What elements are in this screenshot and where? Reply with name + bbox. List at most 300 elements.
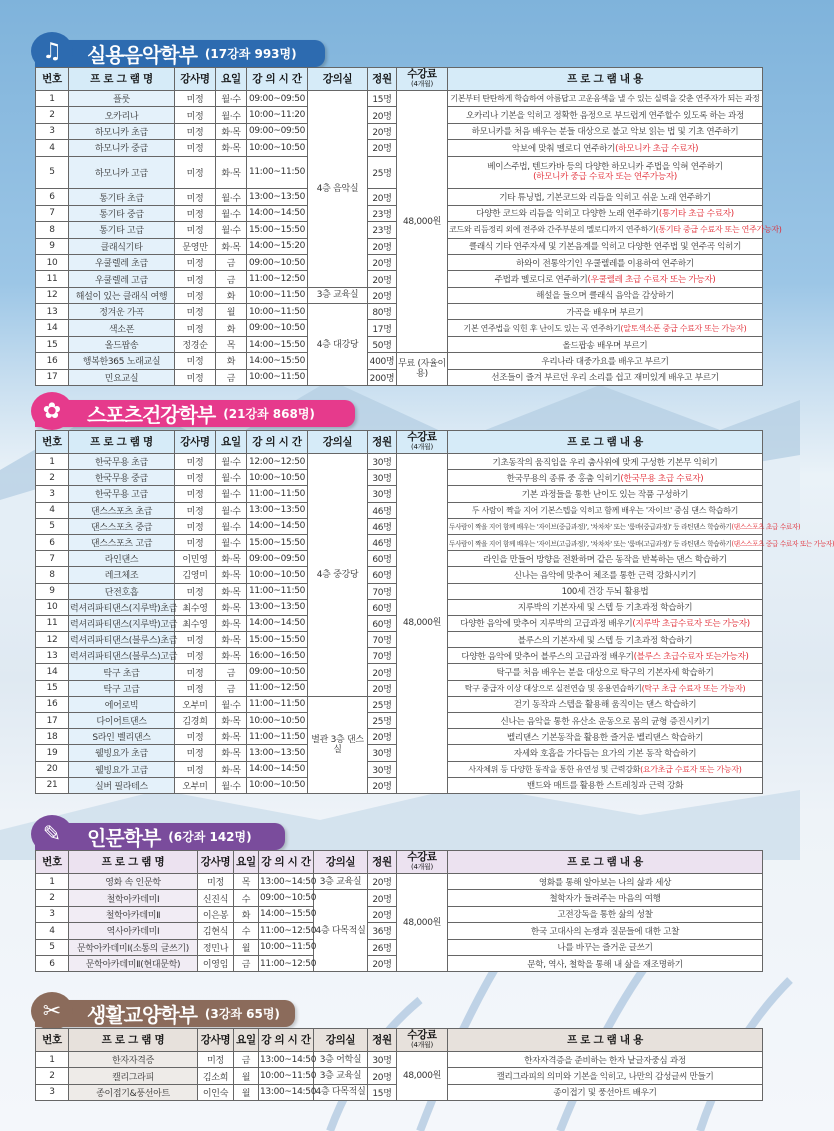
- course-day: 월·수: [216, 107, 247, 123]
- table-header-row: [36, 68, 763, 91]
- instructor: 최수영: [175, 599, 216, 615]
- instructor: 미정: [175, 205, 216, 221]
- instructor: 미정: [198, 1052, 234, 1068]
- books-icon: ✎: [31, 815, 73, 853]
- header-time-label: 강 의 시 간: [252, 436, 302, 448]
- course-description: [448, 353, 763, 369]
- description-text: 라인을 만들어 방향을 전환하며 같은 동작을 반복하는 댄스 학습하기: [483, 554, 727, 565]
- instructor: 미정: [175, 518, 216, 534]
- course-day: 화·목: [216, 648, 247, 664]
- course-name: 역사아카데미Ⅰ: [69, 923, 198, 939]
- course-day: 목: [234, 874, 259, 890]
- course-number: 4: [36, 502, 69, 518]
- header-description-label: 프 로 그 램 내 용: [567, 73, 643, 85]
- course-description: [448, 551, 763, 567]
- header-day: [234, 851, 259, 874]
- description-text: 밴드와 매트를 활용한 스트레칭과 근력 강화: [526, 781, 684, 792]
- course-number: 9: [36, 583, 69, 599]
- course-name: 럭셔리파티댄스(지루박)고급: [69, 615, 175, 631]
- course-time: 15:00~15:50: [247, 222, 308, 238]
- guitar-icon: ♫: [31, 32, 73, 70]
- section-subtitle: (3강좌 65명): [204, 1007, 280, 1021]
- capacity: 70명: [368, 632, 397, 648]
- course-day: 화·목: [216, 615, 247, 631]
- header-time-label: 강 의 시 간: [261, 1034, 311, 1046]
- course-number: 21: [36, 777, 69, 793]
- capacity: 400명: [368, 353, 397, 369]
- course-description: [448, 369, 763, 385]
- course-day: 월·수: [216, 222, 247, 238]
- table-row: [36, 874, 763, 890]
- header-program-name-label: 프 로 그 램 명: [101, 856, 165, 868]
- tuition-fee: 48,000원: [397, 874, 448, 972]
- description-text: 신나는 음악을 통한 유산소 운동으로 몸의 균형 증진시키기: [500, 716, 710, 727]
- description-text: 문학, 역사, 철학을 통해 내 삶을 재조명하기: [527, 959, 683, 970]
- course-day: 월·수: [216, 205, 247, 221]
- course-time: 10:00~11:50: [259, 939, 314, 955]
- course-number: 6: [36, 955, 69, 971]
- instructor: 미정: [175, 287, 216, 303]
- capacity: 20명: [368, 955, 397, 971]
- header-program-name: [69, 1029, 198, 1052]
- course-table-sports: [35, 430, 834, 794]
- course-day: 월: [234, 1084, 259, 1100]
- course-time: 13:00~14:50: [259, 874, 314, 890]
- course-number: 5: [36, 939, 69, 955]
- table-row: [36, 91, 763, 107]
- instructor: 미정: [175, 107, 216, 123]
- header-room: [314, 851, 368, 874]
- course-number: 14: [36, 320, 69, 336]
- instructor: 미정: [175, 222, 216, 238]
- course-description: [448, 304, 763, 320]
- prerequisite-note: (통기타 초급 수료자): [658, 209, 734, 220]
- course-description: [448, 320, 763, 336]
- course-description: [448, 454, 763, 470]
- instructor: 미정: [175, 369, 216, 385]
- course-time: 13:00~13:50: [247, 745, 308, 761]
- instructor: 이민영: [175, 551, 216, 567]
- course-name: 우쿨렐레 초급: [69, 254, 175, 270]
- course-day: 목: [216, 336, 247, 352]
- description-text: 자세와 호흡을 가다듬는 요가의 기본 동작 학습하기: [513, 748, 697, 759]
- instructor: 문영만: [175, 238, 216, 254]
- prerequisite-note: (알토색소폰 중급 수료자 또는 가능자): [620, 323, 747, 333]
- capacity: 46명: [368, 502, 397, 518]
- course-number: 12: [36, 632, 69, 648]
- course-time: 14:00~14:50: [247, 761, 308, 777]
- tuition-fee: 무료 (자율이용): [397, 353, 448, 386]
- course-description: [448, 336, 763, 352]
- course-time: 10:00~10:50: [247, 470, 308, 486]
- description-text: 해설을 들으며 클래식 음악을 감상하기: [536, 291, 674, 302]
- description-text: 지루박의 기본자세 및 스텝 등 기초과정 학습하기: [517, 603, 693, 614]
- instructor: 최수영: [175, 615, 216, 631]
- description-text: 선조들이 즐겨 부르던 우리 소리를 쉽고 재미있게 배우고 부르기: [491, 373, 719, 384]
- section-subtitle: (21강좌 868명): [223, 407, 315, 421]
- description-text: 악보에 맞춰 멜로디 연주하기: [511, 143, 616, 154]
- course-time: 14:00~14:50: [247, 205, 308, 221]
- course-description: [448, 583, 763, 599]
- description-text: 탁구를 처음 배우는 분을 대상으로 탁구의 기본자세 학습하기: [496, 668, 714, 679]
- description-text: 오카리나 기본을 익히고 정확한 음정으로 부드럽게 연주할수 있도록 하는 과정: [466, 111, 744, 122]
- instructor: 미정: [175, 320, 216, 336]
- capacity: 20명: [368, 271, 397, 287]
- classroom: 3층 교육실: [314, 874, 368, 890]
- course-time: 13:00~14:50: [259, 1084, 314, 1100]
- header-room: [308, 68, 368, 91]
- description-text: 다양한 음악에 맞추어 지루박의 고급과정 배우기: [460, 619, 633, 630]
- description-text: 한자자격증을 준비하는 한자 낱글자중심 과정: [524, 1055, 686, 1066]
- description-text: 사자체위 등 다양한 동작을 통한 유연성 및 근력강화: [468, 764, 641, 774]
- course-number: 2: [36, 1068, 69, 1084]
- course-description: [448, 502, 763, 518]
- course-name: 레크체조: [69, 567, 175, 583]
- capacity: 23명: [368, 205, 397, 221]
- course-day: 월: [234, 939, 259, 955]
- capacity: 25명: [368, 713, 397, 729]
- course-number: 13: [36, 648, 69, 664]
- course-table-music: [35, 67, 782, 386]
- course-day: 금: [234, 955, 259, 971]
- classroom: 3층 교육실: [308, 287, 368, 303]
- header-program-name-label: 프 로 그 램 명: [101, 1034, 165, 1046]
- tuition-fee: 48,000원: [397, 1052, 448, 1101]
- course-number: 3: [36, 1084, 69, 1100]
- description-text: 다양한 코드와 리듬을 익히고 다양한 노래 연주하기: [476, 209, 659, 220]
- header-number: [36, 68, 69, 91]
- capacity: 25명: [368, 696, 397, 712]
- description-text: 신나는 음악에 맞추어 체조를 통한 근력 강화시키기: [513, 570, 697, 581]
- capacity: 20명: [368, 874, 397, 890]
- course-day: 화: [234, 906, 259, 922]
- header-day-label: 요일: [221, 73, 241, 85]
- course-number: 2: [36, 107, 69, 123]
- capacity: 60명: [368, 615, 397, 631]
- course-time: 09:00~09:50: [247, 551, 308, 567]
- course-day: 화·목: [216, 761, 247, 777]
- instructor: 김소희: [198, 1068, 234, 1084]
- description-text: 걷기 동작과 스텝을 활용해 움직이는 댄스 학습하기: [513, 700, 697, 711]
- course-name: 문학아카데미Ⅰ(소통의 글쓰기): [69, 939, 198, 955]
- capacity: 20명: [368, 123, 397, 139]
- header-number-label: 번호: [42, 1034, 62, 1046]
- instructor: 미정: [175, 534, 216, 550]
- header-fee-period: (4개월): [411, 443, 433, 451]
- course-number: 1: [36, 1052, 69, 1068]
- description-text: 클래식 기타 연주자세 및 기본음계를 익히고 다양한 연주법 및 연주곡 익히기: [468, 242, 742, 253]
- capacity: 46명: [368, 518, 397, 534]
- course-name: 우쿨렐레 고급: [69, 271, 175, 287]
- course-number: 6: [36, 189, 69, 205]
- course-time: 13:00~13:50: [247, 599, 308, 615]
- header-description: [448, 68, 763, 91]
- course-number: 15: [36, 680, 69, 696]
- header-day: [216, 431, 247, 454]
- course-day: 화·목: [216, 567, 247, 583]
- course-description: [448, 632, 763, 648]
- course-day: 금: [234, 1052, 259, 1068]
- instructor: 미정: [175, 140, 216, 156]
- capacity: 20명: [368, 890, 397, 906]
- course-name: 행복한365 노래교실: [69, 353, 175, 369]
- course-description: [448, 906, 763, 922]
- course-description: [448, 923, 763, 939]
- course-day: 월: [216, 304, 247, 320]
- course-day: 월·수: [216, 518, 247, 534]
- course-number: 8: [36, 222, 69, 238]
- course-description: [448, 939, 763, 955]
- instructor: 정민나: [198, 939, 234, 955]
- instructor: 미정: [175, 304, 216, 320]
- header-fee: [397, 851, 448, 874]
- description-text: 주법과 멜로디로 연주하기: [494, 275, 588, 285]
- instructor: 김영미: [175, 567, 216, 583]
- course-number: 6: [36, 534, 69, 550]
- course-time: 10:00~11:50: [247, 304, 308, 320]
- course-name: 댄스스포츠 초급: [69, 502, 175, 518]
- course-description: [448, 1068, 763, 1084]
- header-room-label: 강의실: [322, 73, 353, 85]
- capacity: 30명: [368, 761, 397, 777]
- capacity: 50명: [368, 336, 397, 352]
- course-description: [448, 140, 763, 156]
- classroom: 3층 어학실: [314, 1052, 368, 1068]
- instructor: 미정: [175, 486, 216, 502]
- course-day: 금: [216, 271, 247, 287]
- course-time: 11:00~12:50: [259, 923, 314, 939]
- course-description: [448, 729, 763, 745]
- course-time: 10:00~10:50: [247, 777, 308, 793]
- header-fee-period: (4개월): [411, 80, 433, 88]
- course-name: 웰빙요가 초급: [69, 745, 175, 761]
- course-name: 실버 필라테스: [69, 777, 175, 793]
- header-fee: [397, 431, 448, 454]
- description-text: 기초동작의 움직임을 우리 춤사위에 맞게 구성한 기본무 익히기: [492, 457, 718, 468]
- capacity: 20명: [368, 906, 397, 922]
- course-name: 하모니카 고급: [69, 156, 175, 189]
- header-fee-period: (4개월): [411, 863, 433, 871]
- description-text: 고전강독을 통한 삶의 성찰: [557, 910, 653, 921]
- course-number: 3: [36, 906, 69, 922]
- course-table-living: [35, 1028, 763, 1101]
- course-day: 금: [216, 369, 247, 385]
- header-program-name: [69, 851, 198, 874]
- course-number: 4: [36, 140, 69, 156]
- course-day: 월·수: [216, 696, 247, 712]
- course-description: [448, 189, 763, 205]
- instructor: 미정: [175, 91, 216, 107]
- prerequisite-note: (우쿨렐레 초급 수료자 또는 가능자): [587, 275, 716, 285]
- header-capacity-label: 정원: [372, 856, 392, 868]
- instructor: 이은봉: [198, 906, 234, 922]
- capacity: 25명: [368, 156, 397, 189]
- course-name: 클래식기타: [69, 238, 175, 254]
- course-description: [448, 664, 763, 680]
- course-day: 화·목: [216, 551, 247, 567]
- capacity: 60명: [368, 567, 397, 583]
- course-time: 11:00~12:50: [247, 271, 308, 287]
- instructor: 미정: [175, 583, 216, 599]
- course-description: [448, 238, 763, 254]
- header-instructor-label: 강사명: [180, 436, 210, 448]
- course-number: 10: [36, 599, 69, 615]
- course-day: 월·수: [216, 454, 247, 470]
- section-title: 인문학부: [87, 826, 161, 850]
- course-number: 15: [36, 336, 69, 352]
- header-number-label: 번호: [42, 436, 62, 448]
- header-description: [448, 1029, 763, 1052]
- course-description: [448, 761, 763, 777]
- header-capacity: [368, 68, 397, 91]
- course-time: 16:00~16:50: [247, 648, 308, 664]
- header-program-name-label: 프 로 그 램 명: [90, 73, 153, 85]
- prerequisite-note: (블루스 초급수료자 또는가능자): [633, 651, 749, 662]
- course-day: 화·목: [216, 140, 247, 156]
- description-text: 가곡을 배우며 부르기: [566, 307, 644, 318]
- description-text: 철학자가 들려주는 마음의 여행: [549, 894, 661, 905]
- course-number: 8: [36, 567, 69, 583]
- yoga-icon: ✿: [31, 392, 73, 430]
- course-day: 화·목: [216, 156, 247, 189]
- description-text: 100세 건강 두뇌 활용법: [561, 587, 649, 598]
- course-time: 10:00~11:50: [247, 287, 308, 303]
- course-name: 통기타 중급: [69, 205, 175, 221]
- prerequisite-note: (통기타 중급 수료자 또는 연주가능자): [655, 225, 782, 235]
- course-name: 한국무용 중급: [69, 470, 175, 486]
- course-day: 수: [234, 890, 259, 906]
- course-name: 색소폰: [69, 320, 175, 336]
- course-number: 5: [36, 518, 69, 534]
- course-number: 2: [36, 470, 69, 486]
- description-text: 다양한 음악에 맞추어 블루스의 고급과정 배우기: [461, 651, 634, 662]
- instructor: 미정: [175, 189, 216, 205]
- classroom: 4층 대강당: [308, 304, 368, 386]
- header-room-label: 강의실: [325, 856, 356, 868]
- course-description: [448, 518, 801, 534]
- course-number: 12: [36, 287, 69, 303]
- course-number: 2: [36, 890, 69, 906]
- classroom: 4층 다목적실: [314, 890, 368, 972]
- course-description: [448, 470, 763, 486]
- capacity: 60명: [368, 551, 397, 567]
- course-day: 월·수: [216, 486, 247, 502]
- course-name: 통기타 고급: [69, 222, 175, 238]
- course-time: 13:00~13:50: [247, 189, 308, 205]
- header-fee-label: 수강료: [407, 851, 437, 863]
- header-capacity-label: 정원: [372, 436, 392, 448]
- instructor: 미정: [175, 454, 216, 470]
- course-number: 1: [36, 454, 69, 470]
- header-capacity-label: 정원: [372, 73, 392, 85]
- course-description: [448, 534, 834, 550]
- instructor: 미정: [198, 874, 234, 890]
- course-description: [448, 567, 763, 583]
- course-number: 5: [36, 156, 69, 189]
- course-day: 화: [216, 287, 247, 303]
- instructor: 미정: [175, 470, 216, 486]
- course-time: 11:00~11:50: [247, 486, 308, 502]
- classroom: 별관 3층 댄스실: [308, 696, 368, 793]
- course-description: [448, 123, 763, 139]
- course-time: 10:00~10:50: [247, 140, 308, 156]
- course-time: 14:00~15:50: [247, 336, 308, 352]
- course-day: 화·목: [216, 745, 247, 761]
- course-time: 10:00~11:50: [247, 369, 308, 385]
- instructor: 김경희: [175, 713, 216, 729]
- course-day: 화·목: [216, 238, 247, 254]
- instructor: 미정: [175, 664, 216, 680]
- description-text: 기본 연주법을 익힌 후 난이도 있는 곡 연주하기: [463, 323, 621, 333]
- course-time: 11:00~11:50: [247, 583, 308, 599]
- description-text: 기본 과정들을 통한 난이도 있는 작품 구성하기: [521, 489, 689, 500]
- course-description: [448, 713, 763, 729]
- instructor: 오부미: [175, 696, 216, 712]
- capacity: 30명: [368, 454, 397, 470]
- instructor: 김현식: [198, 923, 234, 939]
- description-text: 우리나라 대중가요를 배우고 부르기: [541, 356, 669, 367]
- course-day: 화·목: [216, 123, 247, 139]
- course-description: [448, 874, 763, 890]
- prerequisite-note: (댄스스포츠 초급 수료자): [731, 523, 801, 532]
- course-name: 한자자격증: [69, 1052, 198, 1068]
- course-description: [448, 745, 763, 761]
- course-time: 09:00~10:50: [259, 890, 314, 906]
- header-day: [234, 1029, 259, 1052]
- header-number-label: 번호: [42, 73, 62, 85]
- capacity: 20명: [368, 729, 397, 745]
- header-capacity: [368, 851, 397, 874]
- description-text: 올드팝송 배우며 부르기: [562, 340, 648, 351]
- capacity: 30명: [368, 470, 397, 486]
- instructor: 미정: [175, 761, 216, 777]
- header-time-label: 강 의 시 간: [252, 73, 302, 85]
- course-day: 월·수: [216, 189, 247, 205]
- table-row: [36, 454, 763, 470]
- prerequisite-note: (지루박 초급수료자 또는 가능자): [632, 619, 750, 630]
- course-number: 14: [36, 664, 69, 680]
- course-name: 하모니카 중급: [69, 140, 175, 156]
- course-time: 09:00~10:50: [247, 320, 308, 336]
- prerequisite-note: (요가초급 수료자 또는 가능자): [640, 764, 742, 774]
- course-day: 금: [216, 254, 247, 270]
- course-time: 10:00~10:50: [247, 567, 308, 583]
- course-time: 11:00~11:50: [247, 729, 308, 745]
- capacity: 30명: [368, 1052, 397, 1068]
- capacity: 20명: [368, 287, 397, 303]
- capacity: 23명: [368, 222, 397, 238]
- course-time: 10:00~11:50: [259, 1068, 314, 1084]
- header-time-label: 강 의 시 간: [261, 856, 311, 868]
- course-day: 월·수: [216, 91, 247, 107]
- section-header-living: [35, 1000, 295, 1027]
- section-header-sports: [35, 400, 355, 427]
- header-fee-label: 수강료: [407, 68, 437, 80]
- header-description-label: 프 로 그 램 내 용: [567, 856, 643, 868]
- course-name: 하모니카 초급: [69, 123, 175, 139]
- course-number: 10: [36, 254, 69, 270]
- section-header-music: [35, 40, 325, 67]
- course-day: 금: [216, 680, 247, 696]
- classroom: 4층 중강당: [308, 454, 368, 697]
- course-day: 화: [216, 353, 247, 369]
- course-time: 11:00~11:50: [247, 696, 308, 712]
- course-number: 7: [36, 551, 69, 567]
- capacity: 20명: [368, 140, 397, 156]
- course-time: 10:00~11:20: [247, 107, 308, 123]
- prerequisite-note: (탁구 초급 수료자 또는 가능자): [641, 683, 746, 693]
- description-text: 하모니카를 처음 배우는 분들 대상으로 불고 악보 읽는 법 및 기초 연주하기: [471, 127, 739, 138]
